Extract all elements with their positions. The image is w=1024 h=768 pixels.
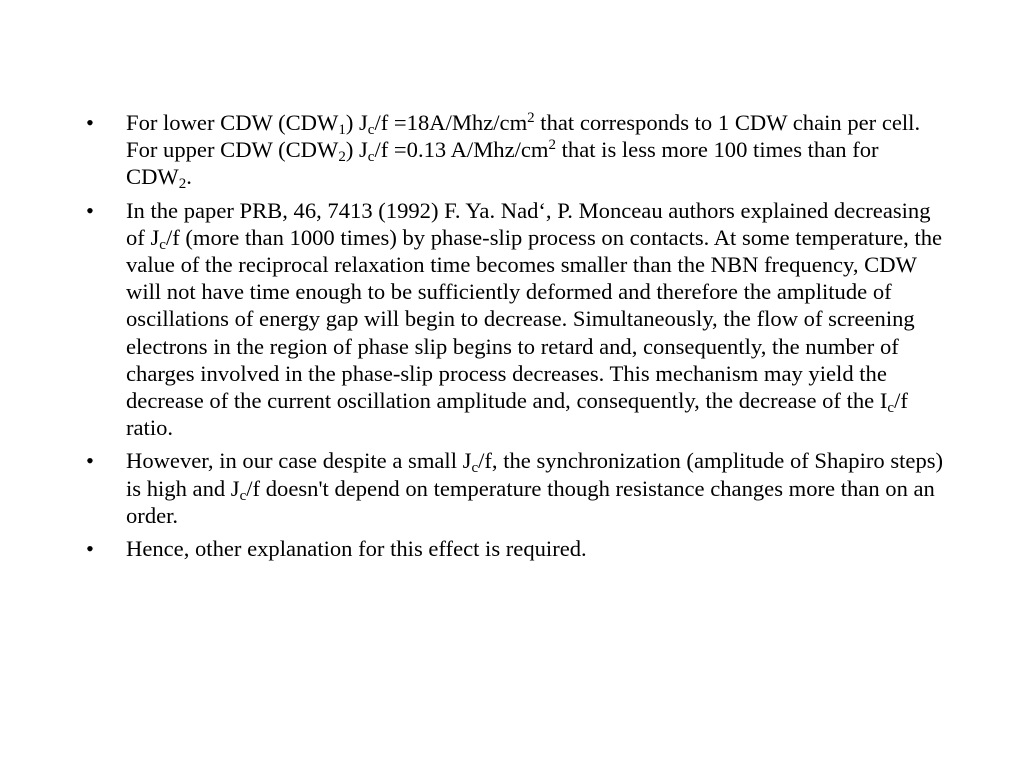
subscript: c xyxy=(367,149,375,166)
bullet-dot-icon: • xyxy=(86,448,94,474)
subscript: 1 xyxy=(338,122,346,138)
bullet-text: Hence, other explanation for this effect is required. xyxy=(126,536,587,562)
bullet-dot-icon: • xyxy=(86,197,94,223)
bullet-text: For lower CDW $(CDW_1)$ $J_c/f =18A/Mhz/cm^2$ that corresponds to 1 CDW chain per cell. For upper CDW $(CDW_2)$ $J_c/f =0.13$ $A/Mhz/cm^2$ that is less more 100 times than for $CDW_2$. xyxy=(126,110,921,193)
subscript: c xyxy=(471,460,479,477)
bullet-item xyxy=(86,109,946,191)
superscript: 2 xyxy=(548,137,556,154)
bullet-dot-icon: • xyxy=(86,536,94,562)
subscript: c xyxy=(239,487,247,504)
bullet-text: However, in our case despite a small $J_c/f$, the synchronization (amplitude of Shapiro steps) is high and $J_c/f$ doesn't depend on temperature though resistance changes more than on an order. xyxy=(126,448,944,528)
bullet-list xyxy=(86,109,946,568)
subscript: c xyxy=(159,236,166,253)
bullet-text: In the paper PRB, 46, 7413 (1992) F. Ya. Nad‘, P. Monceau authors explained decreasing of $J_c/f$ (more than 1000 times) by phase-slip process on contacts. At some temperature, the value of the reciprocal relaxation time becomes smaller than the NBN frequency, CDW will not have time enough to be sufficiently deformed and therefore the amplitude of oscillations of energy gap will begin to decrease. Simultaneously, the flow of screening electrons in the region of phase slip begins to retard and, consequently, the number of charges involved in the phase-slip process decreases. This mechanism may yield the decrease of the current oscillation amplitude and, consequently, the decrease of the $I_c/f$ ratio. xyxy=(126,197,943,441)
bullet-item xyxy=(86,535,946,562)
subscript: 2 xyxy=(338,149,346,166)
subscript: 2 xyxy=(178,176,187,193)
bullet-item xyxy=(86,447,946,529)
bullet-item xyxy=(86,197,946,442)
bullet-dot-icon: • xyxy=(86,110,94,135)
subscript: c xyxy=(367,122,375,138)
superscript: 2 xyxy=(527,110,535,126)
subscript: c xyxy=(887,400,895,417)
